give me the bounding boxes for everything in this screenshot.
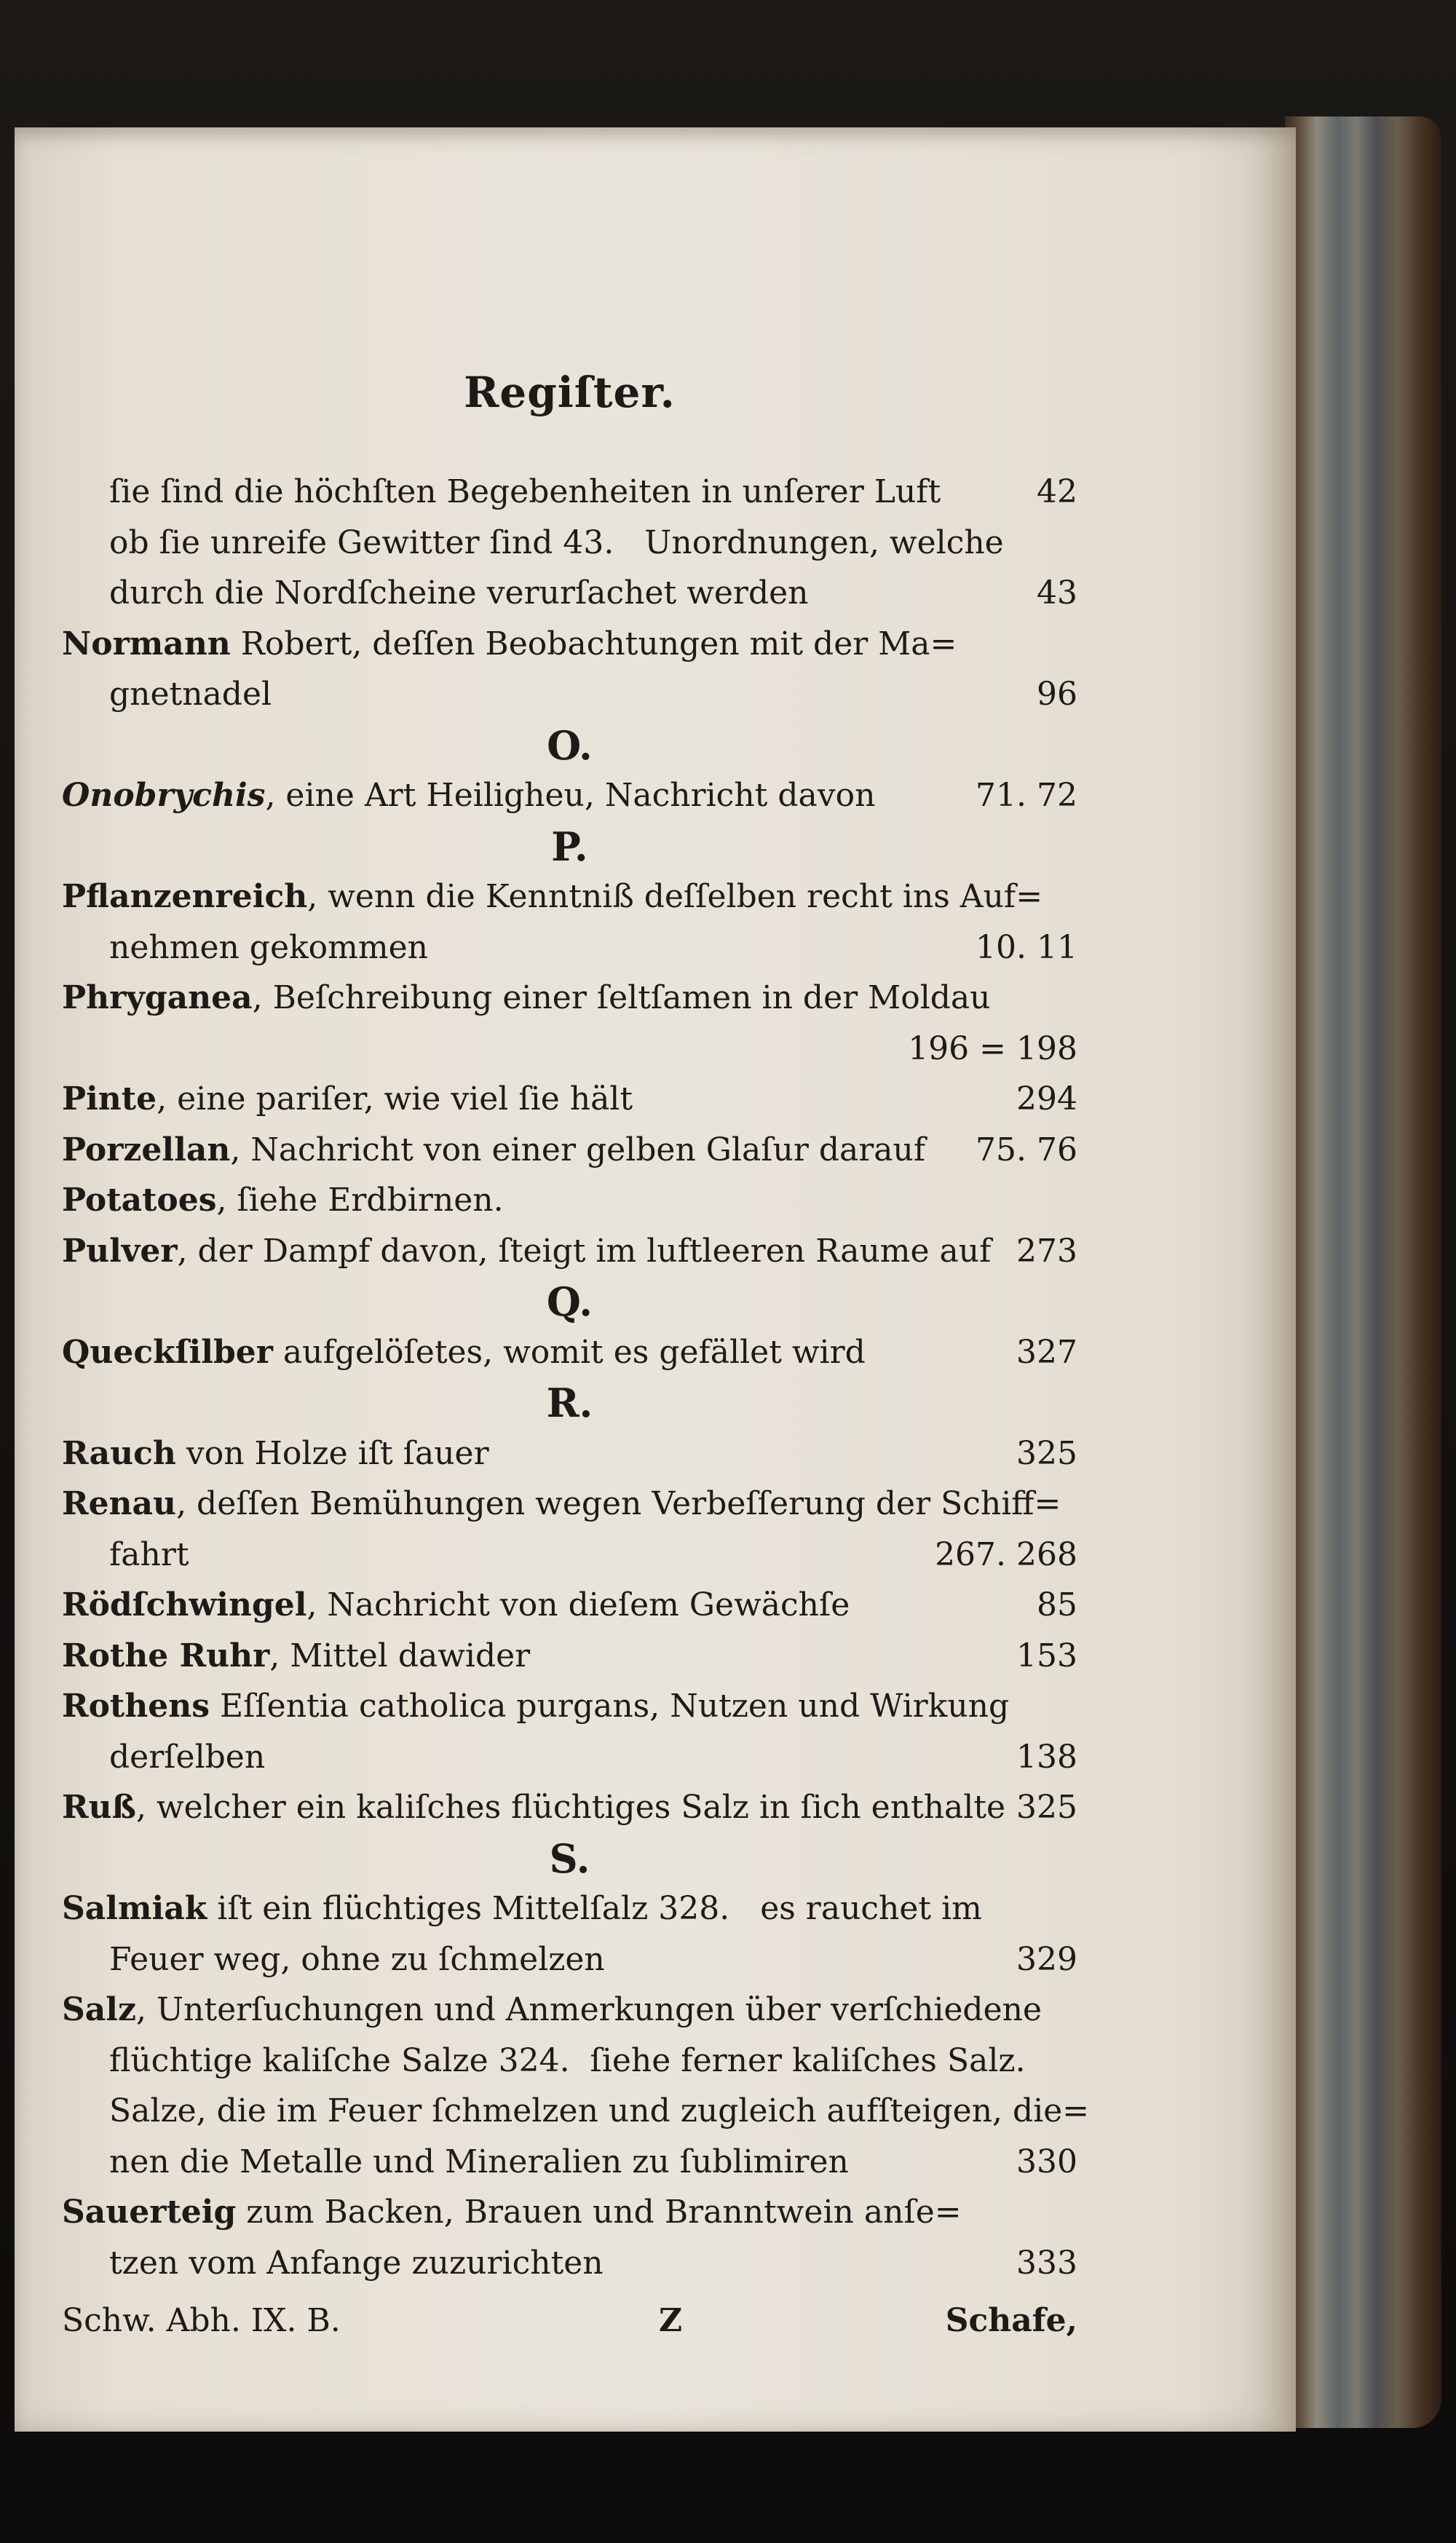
- entry-page-ref: 273: [1016, 1232, 1077, 1270]
- index-entry: [62, 1077, 1077, 1122]
- entry-text: iſt ein flüchtiges Mittelſalz 328. es rauchet im: [207, 1890, 982, 1927]
- entry-text: durch die Nordſcheine verurſachet werden: [109, 574, 809, 612]
- entry-headword: Rothens: [62, 1688, 210, 1725]
- entry-headword: Rauch: [62, 1434, 176, 1472]
- entry-text: , wenn die Kenntniß deſſelben recht ins Auf=: [307, 878, 1043, 915]
- entry-headword: Ruß: [62, 1789, 136, 1826]
- book-page: [15, 127, 1296, 2432]
- index-entry: [62, 571, 1077, 616]
- index-entry: [62, 1886, 1077, 1931]
- entry-page-ref: 294: [1016, 1080, 1077, 1118]
- entry-text: Eſſentia catholica purgans, Nutzen und Wirkung: [209, 1688, 1010, 1725]
- index-entry: [62, 521, 1077, 566]
- index-entry: [62, 1988, 1077, 2033]
- book-page-edges: [1285, 116, 1441, 2428]
- entry-page-ref: 75. 76: [976, 1131, 1077, 1168]
- entry-text: ſie ſind die höchſten Begebenheiten in unſerer Luft: [109, 473, 941, 510]
- entry-headword: Rödſchwingel: [62, 1586, 307, 1624]
- entry-page-ref: 329: [1016, 1940, 1077, 1978]
- entry-headword: Queckſilber: [62, 1333, 273, 1371]
- entry-headword: Pinte: [62, 1080, 157, 1118]
- index-entry: [62, 1937, 1077, 1982]
- page-header: Regiſter.: [464, 368, 676, 417]
- index-entry: [62, 2038, 1077, 2084]
- entry-text: , Beſchreibung einer ſeltſamen in der Moldau: [252, 979, 991, 1016]
- index-entry: [62, 470, 1077, 515]
- entry-text: fahrt: [109, 1535, 189, 1573]
- index-entry: [62, 2241, 1077, 2286]
- entry-text: zum Backen, Brauen und Branntwein anſe=: [236, 2194, 962, 2231]
- index-entry: [62, 1684, 1077, 1729]
- index-entry: [62, 1532, 1077, 1578]
- entry-text: , Unterſuchungen und Anmerkungen über verſchiedene: [136, 1991, 1042, 2028]
- page-footer: [62, 2298, 1077, 2344]
- entry-page-ref: 71. 72: [976, 777, 1077, 814]
- entry-text: , Nachricht von einer gelben Glaſur darauf: [230, 1131, 926, 1168]
- entry-headword: Normann: [62, 625, 231, 663]
- entry-headword: Porzellan: [62, 1131, 231, 1168]
- entry-text: tzen vom Anfange zuzurichten: [109, 2244, 604, 2282]
- section-letter: Q.: [546, 1278, 593, 1325]
- index-entry: [62, 1128, 1077, 1173]
- entry-page-ref: 325: [1016, 1789, 1077, 1826]
- index-entry: [62, 1583, 1077, 1628]
- entry-text: , Mittel dawider: [269, 1637, 531, 1674]
- entry-text: , ſiehe Erdbirnen.: [216, 1182, 504, 1219]
- entry-text: von Holze iſt ſauer: [175, 1434, 489, 1472]
- entry-page-ref: 85: [1037, 1586, 1077, 1624]
- entry-text: Feuer weg, ohne zu ſchmelzen: [109, 1940, 605, 1978]
- footer-signature: Schw. Abh. IX. B.: [62, 2302, 341, 2339]
- entry-text: , deſſen Bemühungen wegen Verbeſſerung der Schiff=: [176, 1485, 1061, 1522]
- entry-text: , welcher ein kaliſches flüchtiges Salz in ſich enthalte: [136, 1789, 1006, 1826]
- entry-text: , der Dampf davon, ſteigt im luftleeren Raume auf: [177, 1232, 992, 1270]
- catchword: Schafe,: [945, 2302, 1077, 2339]
- entry-headword: Pflanzenreich: [62, 878, 308, 915]
- entry-text: Robert, deſſen Beobachtungen mit der Ma=: [230, 625, 957, 663]
- index-entry: [62, 1785, 1077, 1830]
- entry-page-ref: 96: [1037, 676, 1077, 713]
- section-letter: R.: [546, 1380, 593, 1426]
- entry-text: ob ſie unreife Gewitter ſind 43. Unordnungen, welche: [109, 523, 1004, 561]
- entry-text: flüchtige kaliſche Salze 324. ſiehe ferner kaliſches Salz.: [109, 2041, 1026, 2079]
- index-entry: [62, 2190, 1077, 2235]
- entry-text: , eine pariſer, wie viel ſie hält: [157, 1080, 633, 1118]
- entry-text: Salze, die im Feuer ſchmelzen und zugleich aufſteigen, die=: [109, 2092, 1090, 2129]
- index-entry: [62, 1229, 1077, 1274]
- sheet-mark: Z: [659, 2302, 683, 2339]
- index-entry: [62, 1735, 1077, 1780]
- index-entry: [62, 773, 1077, 818]
- entry-headword: Salmiak: [62, 1890, 207, 1927]
- entry-headword: Onobrychis: [62, 777, 266, 814]
- index-entry: [62, 1431, 1077, 1476]
- entry-text: derſelben: [109, 1738, 266, 1776]
- index-entry: [62, 2140, 1077, 2185]
- index-entry: [62, 622, 1077, 667]
- index-entry: [62, 976, 1077, 1021]
- entry-headword: Pulver: [62, 1232, 178, 1270]
- entry-page-ref: 267. 268: [935, 1535, 1077, 1573]
- entry-page-ref: 138: [1016, 1738, 1077, 1776]
- section-letter: P.: [551, 823, 588, 870]
- index-entry: [62, 1027, 1077, 1072]
- entry-text: aufgelöſetes, womit es gefället wird: [272, 1333, 866, 1371]
- index-entry: [62, 1634, 1077, 1679]
- entry-page-ref: 333: [1016, 2244, 1077, 2282]
- index-entry: [62, 1330, 1077, 1375]
- index-entry: [62, 1178, 1077, 1223]
- section-letter: O.: [547, 721, 593, 769]
- index-entry: [62, 925, 1077, 970]
- index-entry: [62, 672, 1077, 717]
- entry-page-ref: 196 = 198: [908, 1029, 1077, 1067]
- index-entry: [62, 2089, 1090, 2134]
- entry-page-ref: 330: [1016, 2143, 1077, 2180]
- entry-text: , Nachricht von dieſem Gewächſe: [306, 1586, 850, 1624]
- entry-headword: Renau: [62, 1485, 177, 1522]
- entry-headword: Phryganea: [62, 979, 253, 1016]
- entry-headword: Potatoes: [62, 1182, 217, 1219]
- section-letter: S.: [549, 1835, 590, 1882]
- index-entry: [62, 874, 1077, 919]
- entry-page-ref: 10. 11: [976, 928, 1077, 966]
- entry-page-ref: 42: [1037, 473, 1077, 510]
- entry-text: , eine Art Heiligheu, Nachricht davon: [265, 777, 876, 814]
- entry-page-ref: 325: [1016, 1434, 1077, 1472]
- index-entry: [62, 1482, 1077, 1527]
- entry-text: nehmen gekommen: [109, 928, 428, 966]
- entry-page-ref: 153: [1016, 1637, 1077, 1674]
- entry-page-ref: 327: [1016, 1333, 1077, 1371]
- entry-headword: Sauerteig: [62, 2194, 237, 2231]
- entry-headword: Salz: [62, 1991, 136, 2028]
- entry-headword: Rothe Ruhr: [62, 1637, 270, 1674]
- entry-page-ref: 43: [1037, 574, 1077, 612]
- entry-text: gnetnadel: [109, 676, 272, 713]
- entry-text: nen die Metalle und Mineralien zu ſublimiren: [109, 2143, 849, 2180]
